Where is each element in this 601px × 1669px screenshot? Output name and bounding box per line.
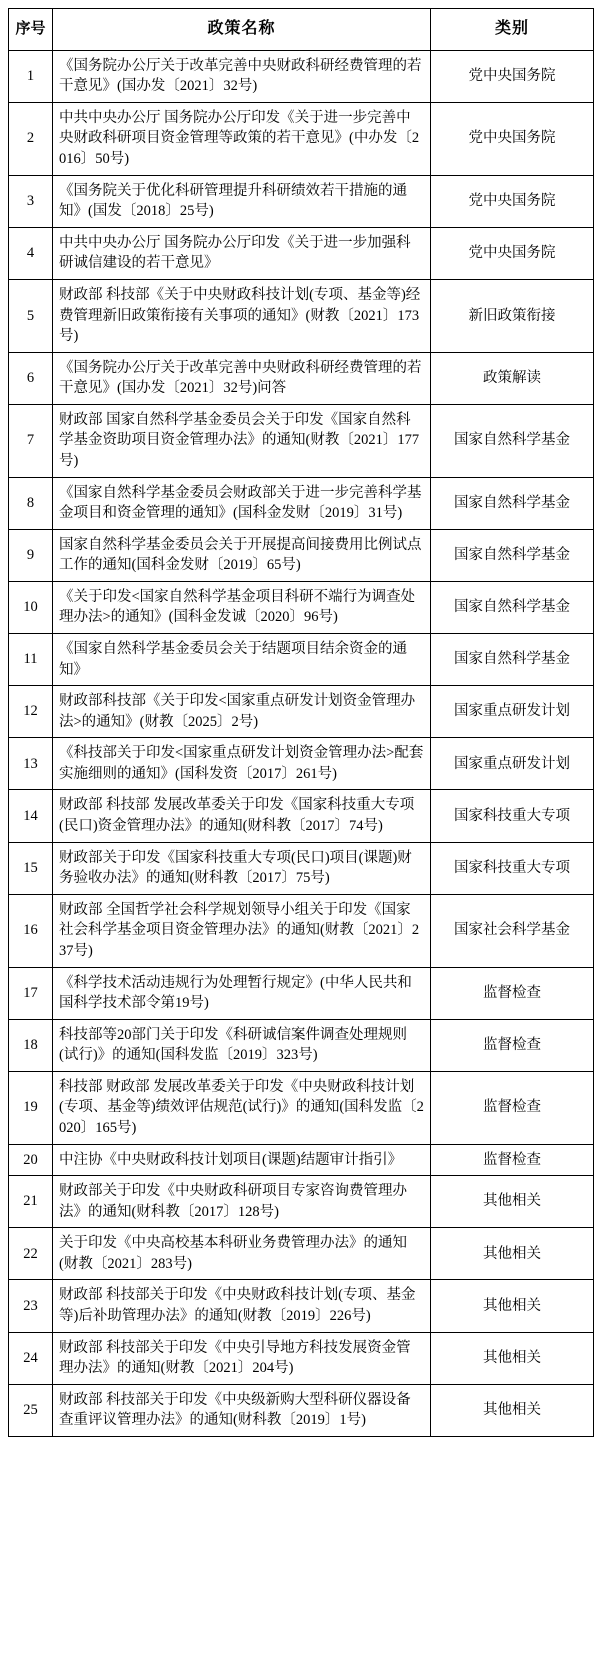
policy-category: 国家自然科学基金 <box>431 634 594 686</box>
row-index: 20 <box>9 1144 53 1176</box>
policy-name: 财政部 科技部 发展改革委关于印发《国家科技重大专项(民口)资金管理办法》的通知(财科教〔2017〕74号) <box>53 790 431 842</box>
policy-name: 《国务院办公厅关于改革完善中央财政科研经费管理的若干意见》(国办发〔2021〕32号) <box>53 50 431 102</box>
policy-category: 国家自然科学基金 <box>431 581 594 633</box>
policy-name: 中注协《中央财政科技计划项目(课题)结题审计指引》 <box>53 1144 431 1176</box>
table-row <box>9 279 594 352</box>
row-index: 4 <box>9 227 53 279</box>
row-index: 10 <box>9 581 53 633</box>
row-index: 18 <box>9 1019 53 1071</box>
policy-category: 监督检查 <box>431 1144 594 1176</box>
policy-category: 国家自然科学基金 <box>431 404 594 477</box>
table-row <box>9 1280 594 1332</box>
row-index: 14 <box>9 790 53 842</box>
table-row <box>9 634 594 686</box>
policy-name: 财政部 国家自然科学基金委员会关于印发《国家自然科学基金资助项目资金管理办法》的通知(财教〔2021〕177号) <box>53 404 431 477</box>
policy-name: 中共中央办公厅 国务院办公厅印发《关于进一步加强科研诚信建设的若干意见》 <box>53 227 431 279</box>
row-index: 9 <box>9 529 53 581</box>
policy-name: 财政部关于印发《中央财政科研项目专家咨询费管理办法》的通知(财科教〔2017〕128号) <box>53 1176 431 1228</box>
table-row <box>9 352 594 404</box>
policy-category: 监督检查 <box>431 1071 594 1144</box>
policy-category: 监督检查 <box>431 967 594 1019</box>
row-index: 12 <box>9 686 53 738</box>
policy-name: 关于印发《中央高校基本科研业务费管理办法》的通知(财教〔2021〕283号) <box>53 1228 431 1280</box>
policy-name: 财政部 科技部关于印发《中央引导地方科技发展资金管理办法》的通知(财教〔2021〕204号) <box>53 1332 431 1384</box>
table-row <box>9 967 594 1019</box>
row-index: 6 <box>9 352 53 404</box>
row-index: 22 <box>9 1228 53 1280</box>
policy-category: 其他相关 <box>431 1332 594 1384</box>
row-index: 21 <box>9 1176 53 1228</box>
table-row <box>9 175 594 227</box>
table-row <box>9 1071 594 1144</box>
policy-name: 财政部 科技部关于印发《中央财政科技计划(专项、基金等)后补助管理办法》的通知(财教〔2019〕226号) <box>53 1280 431 1332</box>
row-index: 13 <box>9 738 53 790</box>
policy-name: 财政部 科技部《关于中央财政科技计划(专项、基金等)经费管理新旧政策衔接有关事项的通知》(财教〔2021〕173号) <box>53 279 431 352</box>
row-index: 25 <box>9 1384 53 1436</box>
table-header <box>9 9 594 51</box>
column-header-category: 类别 <box>431 9 594 51</box>
table-row <box>9 1019 594 1071</box>
policy-category: 国家自然科学基金 <box>431 477 594 529</box>
policy-name: 科技部等20部门关于印发《科研诚信案件调查处理规则(试行)》的通知(国科发监〔2019〕323号) <box>53 1019 431 1071</box>
policy-category: 其他相关 <box>431 1384 594 1436</box>
table-row <box>9 1176 594 1228</box>
policy-category: 国家重点研发计划 <box>431 738 594 790</box>
policy-table <box>8 8 594 1437</box>
policy-category: 党中央国务院 <box>431 227 594 279</box>
policy-category: 国家重点研发计划 <box>431 686 594 738</box>
row-index: 2 <box>9 102 53 175</box>
table-body <box>9 50 594 1436</box>
policy-category: 其他相关 <box>431 1228 594 1280</box>
row-index: 8 <box>9 477 53 529</box>
policy-name: 《国务院办公厅关于改革完善中央财政科研经费管理的若干意见》(国办发〔2021〕32号)问答 <box>53 352 431 404</box>
row-index: 11 <box>9 634 53 686</box>
policy-name: 财政部科技部《关于印发<国家重点研发计划资金管理办法>的通知》(财教〔2025〕2号) <box>53 686 431 738</box>
table-row <box>9 842 594 894</box>
table-header-row <box>9 9 594 51</box>
policy-category: 党中央国务院 <box>431 50 594 102</box>
table-row <box>9 1384 594 1436</box>
row-index: 7 <box>9 404 53 477</box>
policy-name: 财政部关于印发《国家科技重大专项(民口)项目(课题)财务验收办法》的通知(财科教〔2017〕75号) <box>53 842 431 894</box>
table-row <box>9 686 594 738</box>
policy-name: 国家自然科学基金委员会关于开展提高间接费用比例试点工作的通知(国科金发财〔2019〕65号) <box>53 529 431 581</box>
policy-category: 其他相关 <box>431 1176 594 1228</box>
policy-category: 新旧政策衔接 <box>431 279 594 352</box>
policy-name: 《国家自然科学基金委员会财政部关于进一步完善科学基金项目和资金管理的通知》(国科金发财〔2019〕31号) <box>53 477 431 529</box>
policy-category: 党中央国务院 <box>431 102 594 175</box>
policy-category: 国家科技重大专项 <box>431 790 594 842</box>
table-row <box>9 1332 594 1384</box>
policy-name: 中共中央办公厅 国务院办公厅印发《关于进一步完善中央财政科研项目资金管理等政策的若干意见》(中办发〔2016〕50号) <box>53 102 431 175</box>
row-index: 19 <box>9 1071 53 1144</box>
table-row <box>9 102 594 175</box>
table-row <box>9 477 594 529</box>
policy-category: 监督检查 <box>431 1019 594 1071</box>
table-row <box>9 227 594 279</box>
table-row <box>9 738 594 790</box>
policy-category: 国家自然科学基金 <box>431 529 594 581</box>
row-index: 15 <box>9 842 53 894</box>
table-row <box>9 894 594 967</box>
table-row <box>9 404 594 477</box>
table-row <box>9 1228 594 1280</box>
column-header-name: 政策名称 <box>53 9 431 51</box>
policy-category: 党中央国务院 <box>431 175 594 227</box>
policy-name: 《科技部关于印发<国家重点研发计划资金管理办法>配套实施细则的通知》(国科发资〔2017〕261号) <box>53 738 431 790</box>
column-header-index: 序号 <box>9 9 53 51</box>
row-index: 5 <box>9 279 53 352</box>
policy-category: 国家社会科学基金 <box>431 894 594 967</box>
policy-name: 《国家自然科学基金委员会关于结题项目结余资金的通知》 <box>53 634 431 686</box>
row-index: 3 <box>9 175 53 227</box>
table-row <box>9 1144 594 1176</box>
row-index: 24 <box>9 1332 53 1384</box>
policy-category: 政策解读 <box>431 352 594 404</box>
row-index: 17 <box>9 967 53 1019</box>
table-row <box>9 529 594 581</box>
table-row <box>9 581 594 633</box>
policy-name: 《关于印发<国家自然科学基金项目科研不端行为调查处理办法>的通知》(国科金发诚〔2020〕96号) <box>53 581 431 633</box>
row-index: 1 <box>9 50 53 102</box>
table-row <box>9 790 594 842</box>
row-index: 23 <box>9 1280 53 1332</box>
policy-name: 财政部 科技部关于印发《中央级新购大型科研仪器设备查重评议管理办法》的通知(财科教〔2019〕1号) <box>53 1384 431 1436</box>
row-index: 16 <box>9 894 53 967</box>
table-row <box>9 50 594 102</box>
policy-category: 国家科技重大专项 <box>431 842 594 894</box>
policy-category: 其他相关 <box>431 1280 594 1332</box>
policy-name: 《科学技术活动违规行为处理暂行规定》(中华人民共和国科学技术部令第19号) <box>53 967 431 1019</box>
policy-name: 财政部 全国哲学社会科学规划领导小组关于印发《国家社会科学基金项目资金管理办法》的通知(财教〔2021〕237号) <box>53 894 431 967</box>
policy-name: 科技部 财政部 发展改革委关于印发《中央财政科技计划(专项、基金等)绩效评估规范(试行)》的通知(国科发监〔2020〕165号) <box>53 1071 431 1144</box>
policy-name: 《国务院关于优化科研管理提升科研绩效若干措施的通知》(国发〔2018〕25号) <box>53 175 431 227</box>
